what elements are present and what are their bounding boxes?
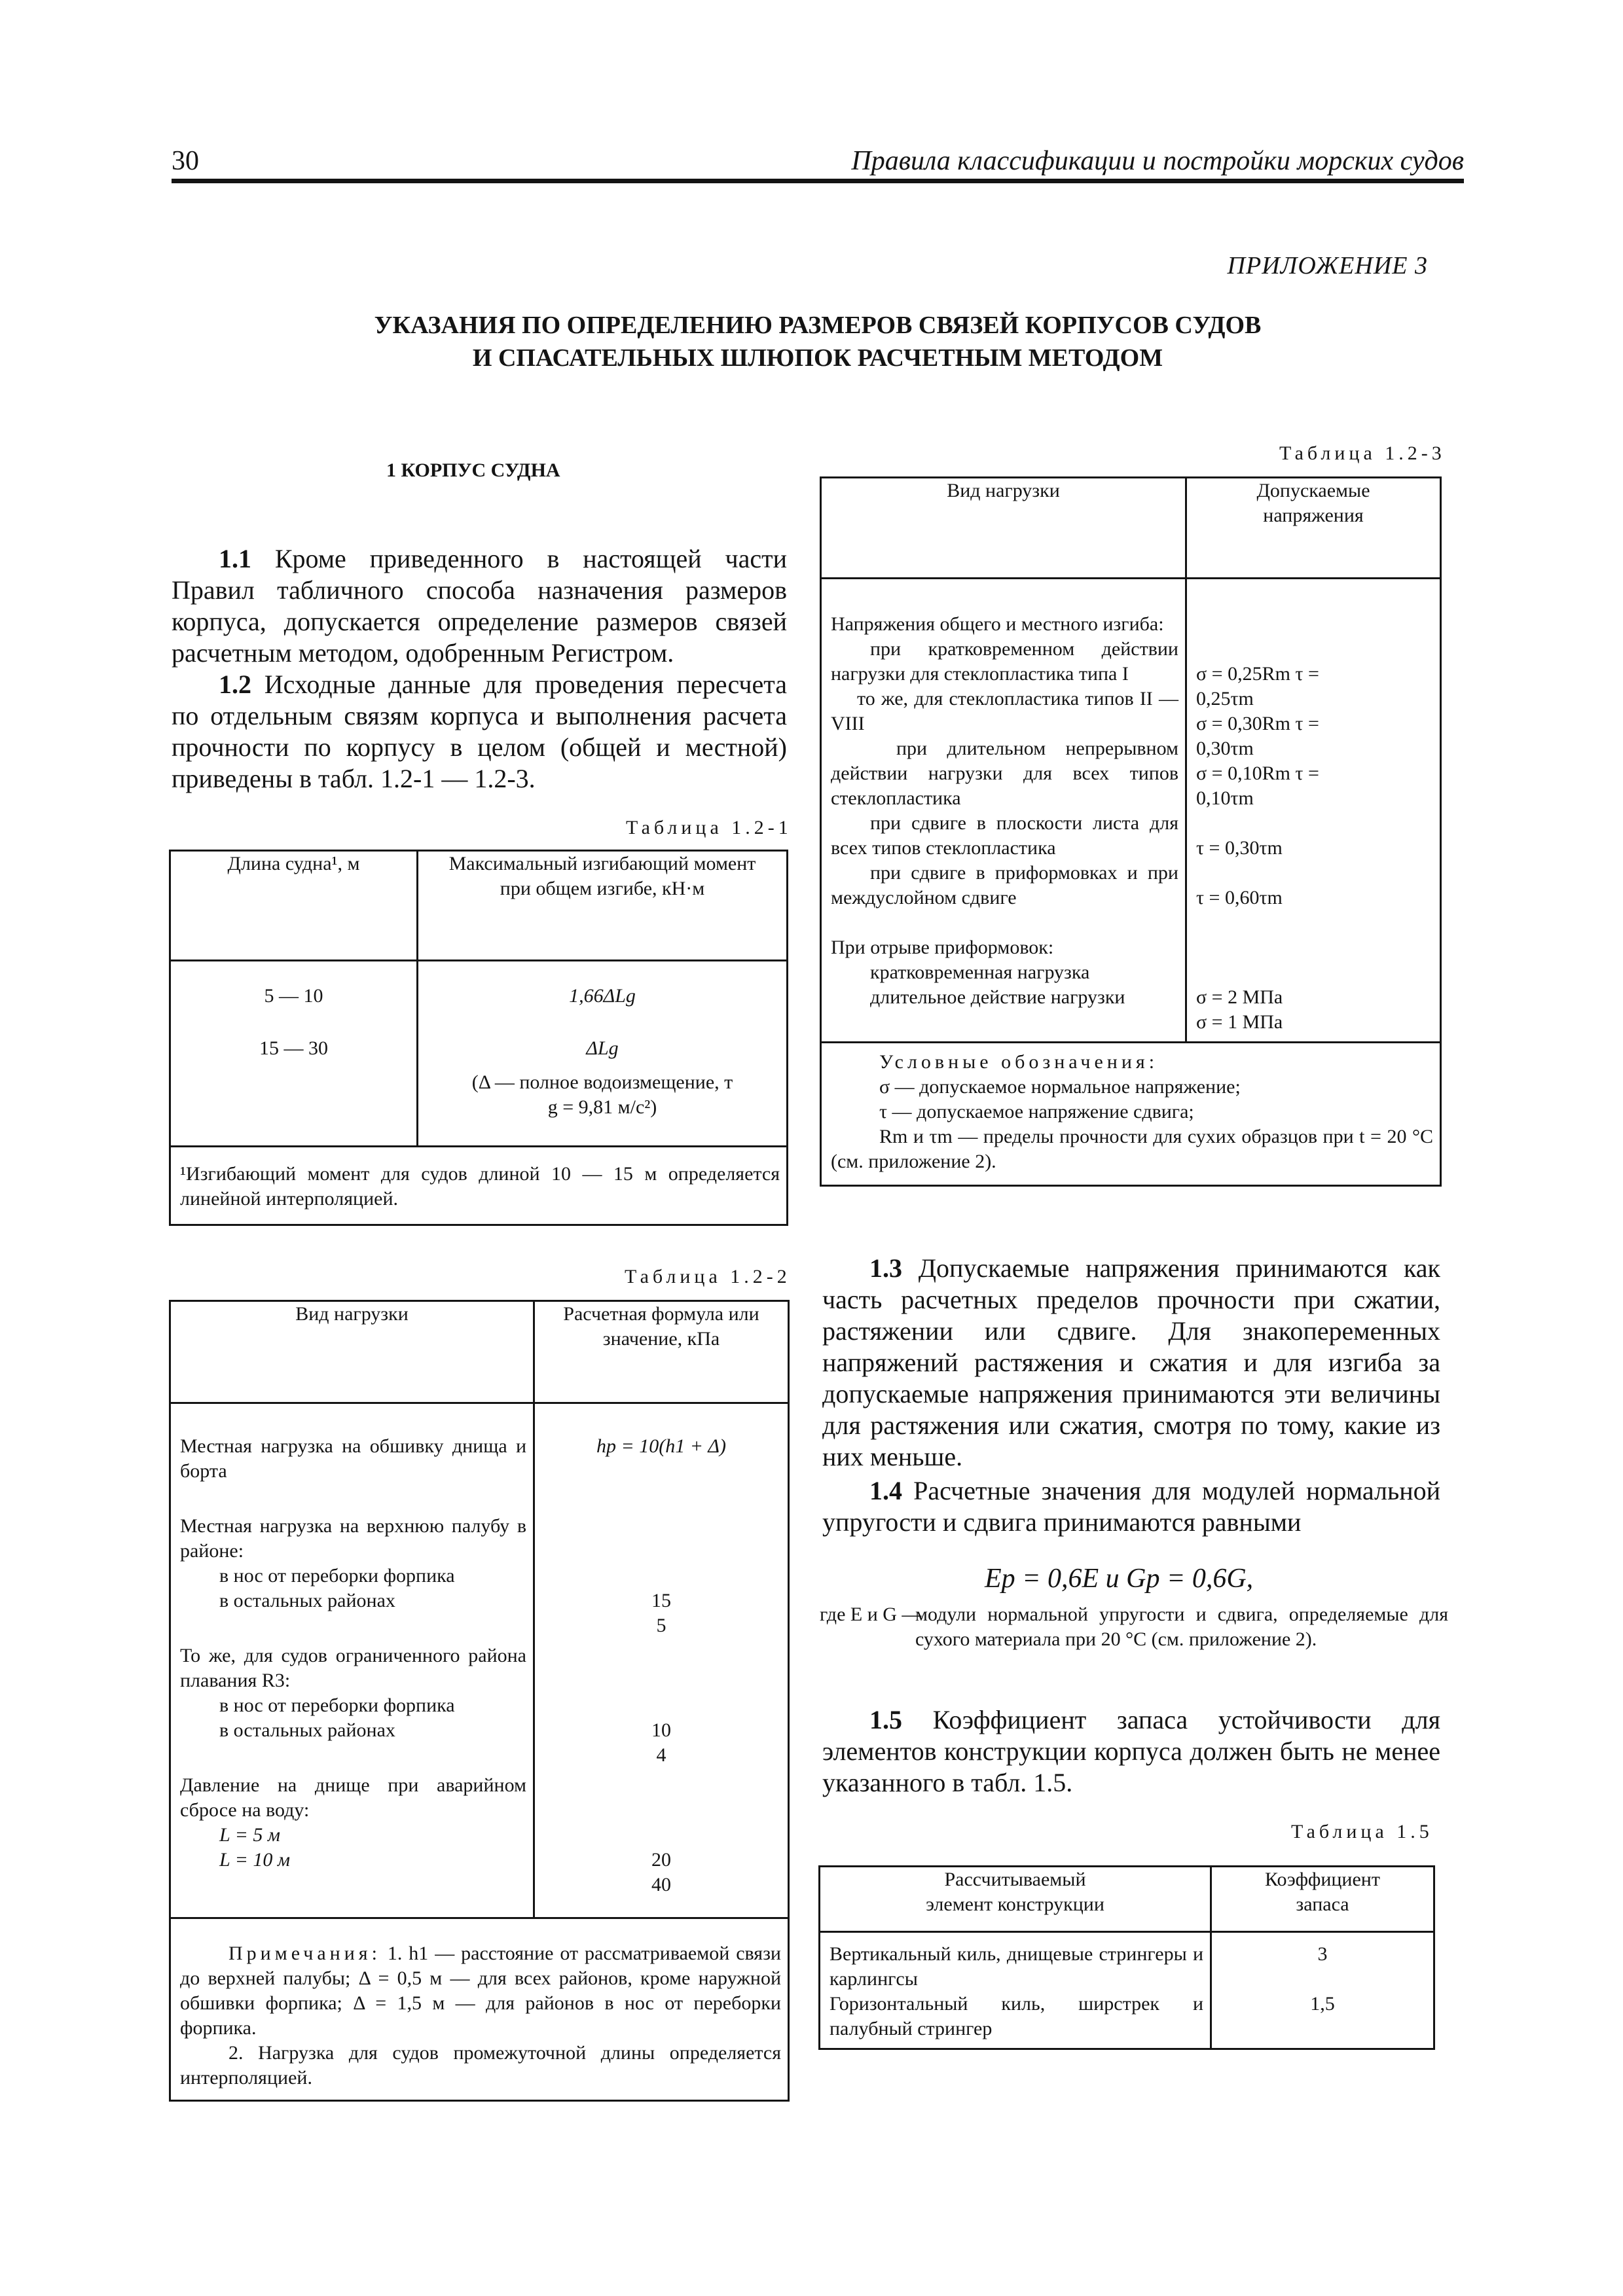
load-row: То же, для судов ограниченного района плавания R3: — [180, 1645, 526, 1691]
page-header — [172, 143, 1464, 183]
legend-item: σ — допускаемое нормальное напряжение; — [879, 1076, 1241, 1098]
stress-value: σ = 0,30Rm τ = 0,30τm — [1196, 713, 1319, 759]
paragraph-text: Допускаемые напряжения принимаются как часть расчетных пределов прочности при сжатии, растяжении или сдвиге. Для знакопеременных напряжений растяжения и сжатия и для изгиба за допускаемые напряжения принимаются эти величины для растяжения или сжатия, смотря по тому, какие из них меньше. — [822, 1253, 1440, 1471]
table-header-cell: Максимальный изгибающий момент при общем изгибе, кН·м — [418, 851, 788, 961]
paragraph-number: 1.5 — [869, 1705, 902, 1734]
page-number: 30 — [172, 146, 199, 176]
load-row: Местная нагрузка на обшивку днища и борта — [180, 1435, 526, 1482]
table-1-2-3 — [820, 476, 1442, 1187]
paragraph-number: 1.4 — [869, 1476, 902, 1505]
appendix-label: ПРИЛОЖЕНИЕ 3 — [1227, 252, 1428, 279]
section-title: 1 КОРПУС СУДНА — [386, 459, 560, 481]
table-1-2-1 — [169, 850, 788, 1226]
load-value: 4 — [656, 1744, 666, 1766]
table-header-cell: Расчетная формула или значение, кПа — [534, 1301, 789, 1403]
load-row: L = 10 м — [219, 1849, 291, 1871]
stress-row: При отрыве приформовок: — [831, 937, 1054, 958]
load-row: Местная нагрузка на верхнюю палубу в районе: — [180, 1515, 526, 1562]
load-row: в нос от переборки форпика — [219, 1565, 455, 1587]
stress-value: τ = 0,60τm — [1196, 887, 1283, 908]
table-header-cell: Вид нагрузки — [170, 1301, 534, 1403]
load-value: 10 — [651, 1719, 671, 1741]
table-cell — [820, 1932, 1211, 2049]
stress-row: при кратковременном действии нагрузки для стеклопластика типа I — [831, 638, 1178, 685]
stress-value: σ = 2 МПа — [1196, 986, 1283, 1008]
legend-label: Условные обозначения: — [879, 1051, 1159, 1073]
load-value: 40 — [651, 1874, 671, 1895]
table-1-2-2 — [169, 1300, 790, 2102]
stress-value: σ = 0,10Rm τ = 0,10τm — [1196, 762, 1319, 809]
paragraph-1-2 — [172, 669, 787, 795]
load-value: 20 — [651, 1849, 671, 1871]
modulus-formula: Ep = 0,6E и Gp = 0,6G, — [985, 1564, 1254, 1594]
table-cell — [1211, 1932, 1434, 2049]
length-value: 5 — 10 — [264, 985, 323, 1007]
notes-label: Примечания: — [228, 1943, 381, 1964]
load-value: hp = 10(h1 + Δ) — [596, 1435, 727, 1457]
load-row: L = 5 м — [219, 1824, 281, 1846]
table-cell — [170, 961, 418, 1147]
table-header-cell: Допускаемые напряжения — [1186, 478, 1441, 579]
moment-value: ΔLg — [586, 1037, 619, 1059]
table-legend: (Δ — полное водоизмещение, т g = 9,81 м/с²) — [471, 1071, 733, 1118]
table-cell — [1186, 579, 1441, 1043]
stress-row: при сдвиге в плоскости листа для всех типов стеклопластика — [831, 812, 1178, 859]
stress-row: при длительном непрерывном действии нагрузки для всех типов стеклопластика — [831, 738, 1178, 809]
paragraph-1-4 — [822, 1475, 1440, 1538]
paragraph-text: Кроме приведенного в настоящей части Правил табличного способа назначения размеров корпуса, допускается определение размеров связей расчетным методом, одобренным Регистром. — [172, 544, 787, 668]
load-row: Давление на днище при аварийном сбросе на воду: — [180, 1774, 526, 1821]
factor-value: 1,5 — [1310, 1993, 1335, 2015]
main-title-line-2: И СПАСАТЕЛЬНЫХ ШЛЮПОК РАСЧЕТНЫМ МЕТОДОМ — [472, 344, 1163, 372]
factor-value: 3 — [1317, 1943, 1328, 1965]
load-value: 5 — [656, 1615, 666, 1636]
stress-row: при сдвиге в приформовках и при междуслойном сдвиге — [831, 862, 1178, 908]
paragraph-1-1 — [172, 543, 787, 669]
paragraph-text: Коэффициент запаса устойчивости для элементов конструкции корпуса должен быть не менее указанного в табл. 1.5. — [822, 1705, 1440, 1797]
table-1-5 — [818, 1865, 1435, 2050]
load-row: в остальных районах — [219, 1590, 395, 1611]
table-1-2-1-label: Таблица 1.2-1 — [626, 817, 792, 838]
table-header-cell: Вид нагрузки — [821, 478, 1186, 579]
stress-row: Напряжения общего и местного изгиба: — [831, 613, 1164, 635]
legend-item: Rm и τm — пределы прочности для сухих образцов при t = 20 °С (см. приложение 2). — [831, 1126, 1433, 1172]
paragraph-1-3 — [822, 1253, 1440, 1473]
table-header-cell: Рассчитываемый элемент конструкции — [820, 1867, 1211, 1932]
paragraph-number: 1.2 — [219, 670, 251, 699]
table-cell — [418, 961, 788, 1147]
table-1-5-label: Таблица 1.5 — [1291, 1821, 1433, 1842]
element-row: Вертикальный киль, днищевые стрингеры и карлингсы — [830, 1943, 1203, 1990]
legend-item: τ — допускаемое напряжение сдвига; — [879, 1101, 1194, 1122]
table-cell — [534, 1403, 789, 1918]
stress-row: кратковременная нагрузка — [870, 961, 1090, 983]
paragraph-1-5 — [822, 1704, 1440, 1799]
stress-value: σ = 1 МПа — [1196, 1011, 1283, 1033]
table-header-cell: Длина судна¹, м — [170, 851, 418, 961]
table-header-cell: Коэффициент запаса — [1211, 1867, 1434, 1932]
load-row: в остальных районах — [219, 1719, 395, 1741]
table-legend — [821, 1043, 1441, 1186]
table-footnote: ¹Изгибающий момент для судов длиной 10 — 15 м определяется линейной интерполяцией. — [170, 1147, 788, 1225]
stress-row: длительное действие нагрузки — [870, 986, 1125, 1008]
moment-value: 1,66ΔLg — [569, 985, 636, 1007]
table-cell — [821, 579, 1186, 1043]
where-text: модули нормальной упругости и сдвига, определяемые для сухого материала при 20 °С (см. приложение 2). — [915, 1604, 1448, 1650]
table-1-2-3-label: Таблица 1.2-3 — [1279, 442, 1446, 464]
note-1: 1. h1 — расстояние от рассматриваемой связи до верхней палубы; Δ = 0,5 м — для всех районов, кроме наружной обшивки форпика; Δ = 1,5 м — для районов в нос от переборки форпика. — [180, 1943, 781, 2039]
paragraph-text: Расчетные значения для модулей нормальной упругости и сдвига принимаются равными — [822, 1476, 1440, 1537]
note-2: 2. Нагрузка для судов промежуточной длины определяется интерполяцией. — [180, 2042, 781, 2089]
running-title: Правила классификации и постройки морских судов — [851, 146, 1464, 176]
paragraph-text: Исходные данные для проведения пересчета по отдельным связям корпуса и выполнения расчета прочности по корпусу в целом (общей и местной) приведены в табл. 1.2-1 — 1.2-3. — [172, 670, 787, 793]
length-value: 15 — 30 — [259, 1037, 328, 1059]
load-value: 15 — [651, 1590, 671, 1611]
paragraph-number: 1.3 — [869, 1253, 902, 1283]
where-key: где E и G — — [820, 1604, 922, 1625]
stress-value: τ = 0,30τm — [1196, 837, 1283, 859]
paragraph-number: 1.1 — [219, 544, 251, 573]
table-1-2-2-label: Таблица 1.2-2 — [625, 1266, 791, 1287]
table-notes — [170, 1918, 789, 2101]
stress-value: σ = 0,25Rm τ = 0,25τm — [1196, 663, 1319, 709]
element-row: Горизонтальный киль, ширстрек и палубный стрингер — [830, 1993, 1203, 2039]
main-title-line-1: УКАЗАНИЯ ПО ОПРЕДЕЛЕНИЮ РАЗМЕРОВ СВЯЗЕЙ КОРПУСОВ СУДОВ — [374, 312, 1262, 339]
load-row: в нос от переборки форпика — [219, 1695, 455, 1716]
table-cell — [170, 1403, 534, 1918]
stress-row: то же, для стеклопластика типов II — VIII — [831, 688, 1178, 734]
